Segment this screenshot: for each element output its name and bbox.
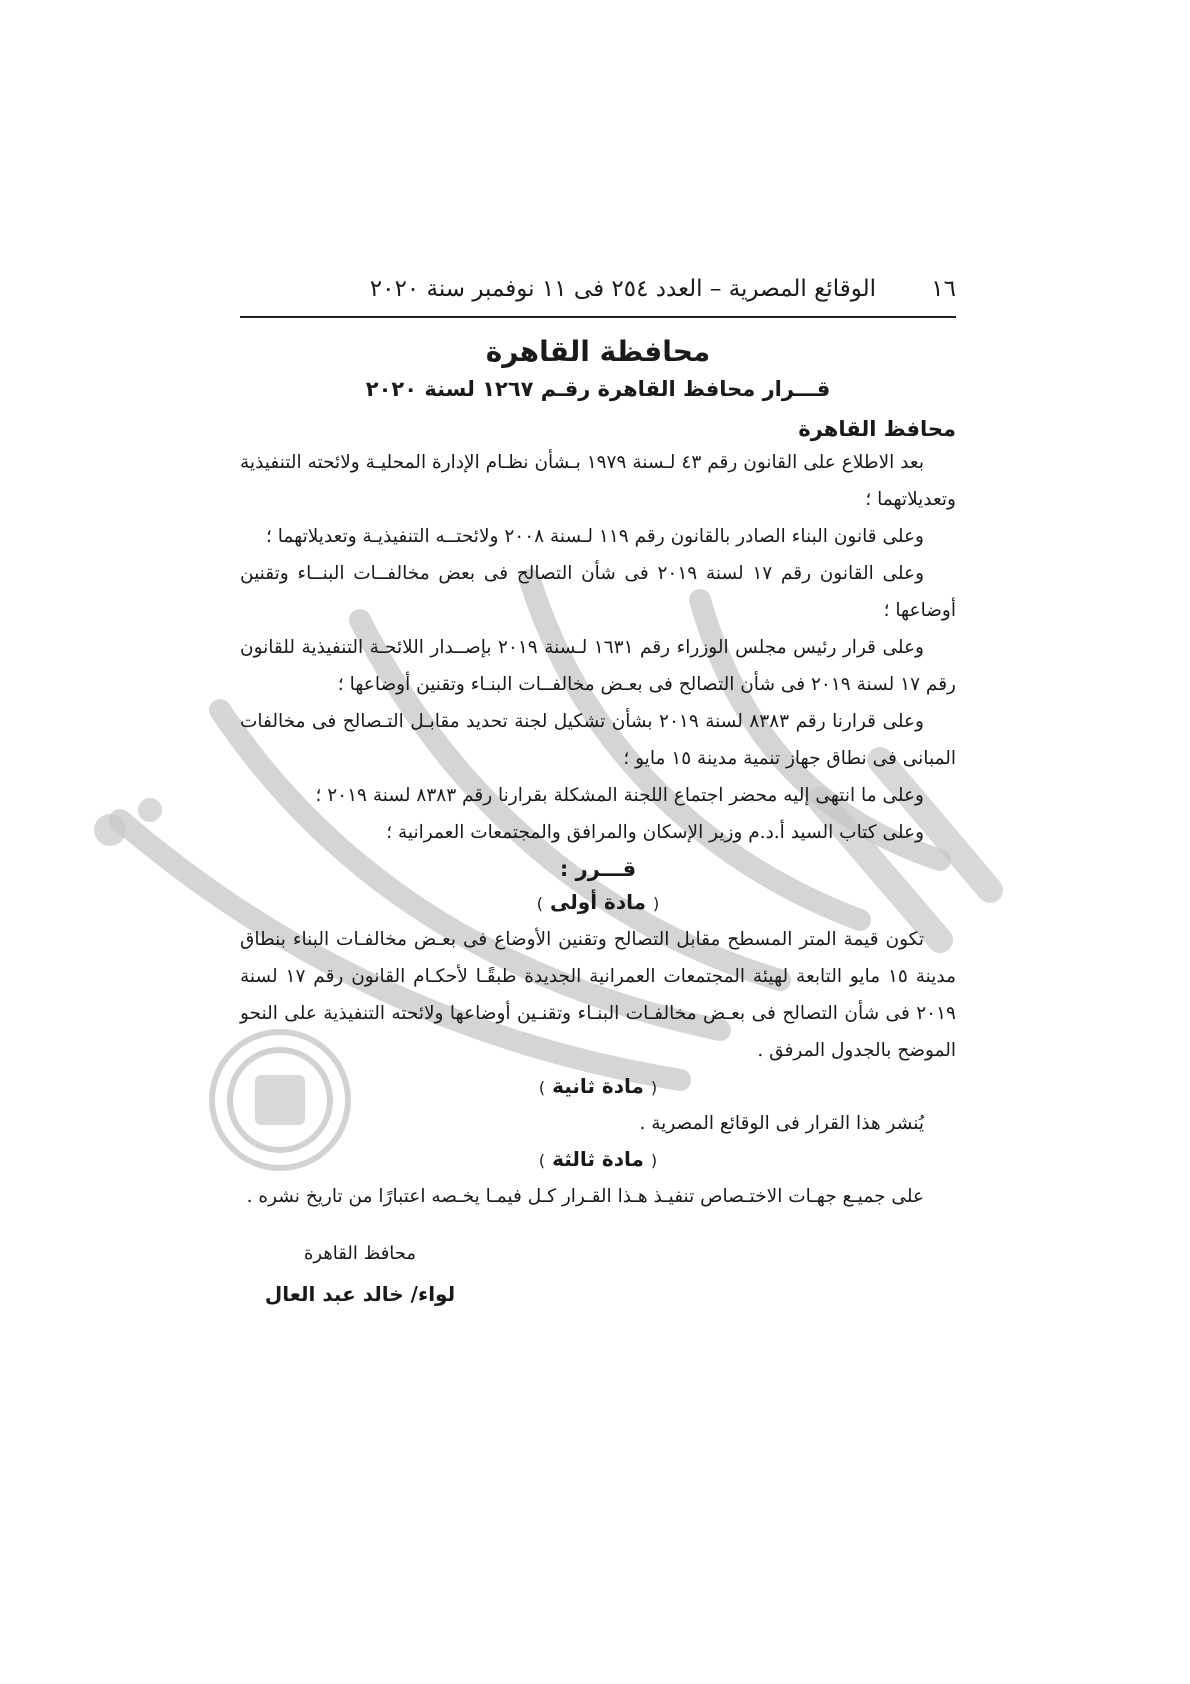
signature-role: محافظ القاهرة <box>303 1243 417 1264</box>
issue-line: الوقائع المصرية – العدد ٢٥٤ فى ١١ نوفمبر سنة ٢٠٢٠ <box>369 276 876 302</box>
article-text: يُنشر هذا القرار فى الوقائع المصرية . <box>639 1113 924 1134</box>
article-heading <box>240 1142 956 1178</box>
paren-open: ( <box>652 894 660 913</box>
article-2 <box>240 1069 956 1142</box>
decree-title: قـــرار محافظ القاهرة رقـم ١٢٦٧ لسنة ٢٠٢٠ <box>365 377 831 401</box>
header-rule <box>240 316 956 318</box>
issuer-heading: محافظ القاهرة <box>798 417 956 441</box>
page-number: ١٦ <box>931 276 956 302</box>
article-heading <box>240 1069 956 1105</box>
preamble-clause: وعلى قرار رئيس مجلس الوزراء رقم ١٦٣١ لـسنة ٢٠١٩ بإصــدار اللائحـة التنفيذية للقانون رقم ١٧ لسنة ٢٠١٩ فى شأن التصالح فى بعـض مخالفــات البنـاء وتقنين أوضاعها ؛ <box>240 637 956 695</box>
article-text: تكون قيمة المتر المسطح مقابل التصالح وتقنين الأوضاع فى بعـض مخالفـات البناء بنطاق مدينة ١٥ مايو التابعة لهيئة المجتمعات العمرانية الجديدة طبقًـا لأحكـام القانون رقم ١٧ لسنة ٢٠١٩ فى شأن التصالح فى بعـض مخالفـات البنـاء وتقنـين أوضاعها ولائحته التنفيذية على النحو الموضح بالجدول المرفق . <box>240 929 957 1061</box>
article-title: مادة ثانية <box>552 1074 644 1098</box>
authority-title: محافظة القاهرة <box>485 335 711 368</box>
paren-close: ) <box>538 1078 546 1097</box>
article-text: على جميـع جهـات الاختـصاص تنفيـذ هـذا القـرار كـل فيمـا يخـصه اعتبارًا من تاريخ نشره . <box>246 1186 924 1207</box>
article-3 <box>240 1142 956 1215</box>
preamble-clause: وعلى القانون رقم ١٧ لسنة ٢٠١٩ فى شأن التصالح فى بعض مخالفــات البنــاء وتقنين أوضاعها ؛ <box>240 563 956 621</box>
signature-name: لواء/ خالد عبد العال <box>264 1282 456 1306</box>
preamble-clause: وعلى قانون البناء الصادر بالقانون رقم ١١٩ لـسنة ٢٠٠٨ ولائحتــه التنفيذيـة وتعديلاتهما ؛ <box>266 526 924 547</box>
article-1 <box>240 885 956 1069</box>
paren-close: ) <box>538 1151 546 1170</box>
article-title: مادة أولى <box>550 890 646 914</box>
decided-heading: قـــرر : <box>559 857 637 881</box>
signature-block <box>240 1215 480 1311</box>
gazette-page <box>240 270 957 1306</box>
paren-open: ( <box>650 1078 658 1097</box>
preamble-clause: وعلى ما انتهى إليه محضر اجتماع اللجنة المشكلة بقرارنا رقم ٨٣٨٣ لسنة ٢٠١٩ ؛ <box>315 785 924 806</box>
article-heading <box>240 885 956 921</box>
paren-close: ) <box>536 894 544 913</box>
preamble <box>240 444 956 851</box>
preamble-clause: بعد الاطلاع على القانون رقم ٤٣ لـسنة ١٩٧٩ بـشأن نظـام الإدارة المحليـة ولائحته التنفيذية وتعديلاتهما ؛ <box>240 452 956 510</box>
preamble-clause: وعلى قرارنا رقم ٨٣٨٣ لسنة ٢٠١٩ بشأن تشكيل لجنة تحديد مقابـل التـصالح فى مخالفات المبانى فى نطاق جهاز تنمية مدينة ١٥ مايو ؛ <box>240 711 956 769</box>
running-header <box>240 270 956 312</box>
preamble-clause: وعلى كتاب السيد أ.د.م وزير الإسكان والمرافق والمجتمعات العمرانية ؛ <box>386 822 924 843</box>
article-title: مادة ثالثة <box>552 1147 644 1171</box>
paren-open: ( <box>650 1151 658 1170</box>
